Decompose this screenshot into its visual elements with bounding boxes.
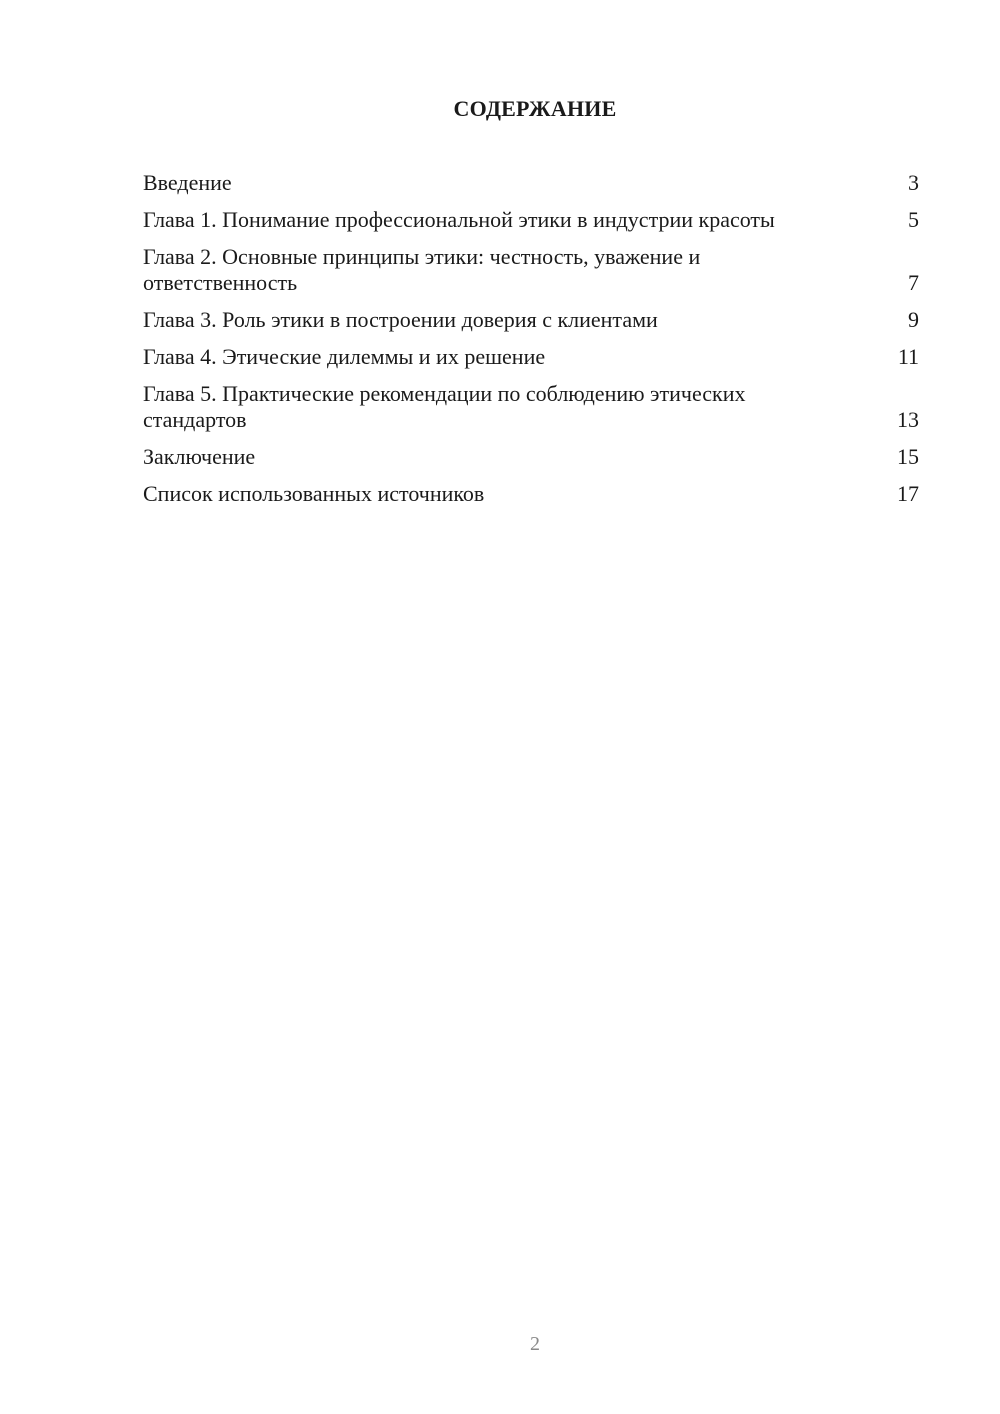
- toc-entry-text: Введение: [143, 170, 232, 195]
- toc-entry-text: Глава 5. Практические рекомендации по соблюдению этических стандартов: [143, 381, 746, 432]
- page-title: СОДЕРЖАНИЕ: [453, 96, 617, 121]
- toc-entry-conclusion: [143, 444, 919, 470]
- toc-entry-chapter-2: [143, 244, 919, 296]
- toc-entry-chapter-3: [143, 307, 919, 333]
- table-of-contents: [143, 170, 919, 518]
- toc-entry-page: 11: [897, 344, 919, 369]
- toc-entry-page: 13: [897, 407, 919, 432]
- toc-entry-text: Глава 1. Понимание профессиональной этики в индустрии красоты: [143, 207, 775, 232]
- toc-entry-references: [143, 481, 919, 507]
- toc-entry-chapter-1: [143, 207, 919, 233]
- toc-entry-text: Глава 2. Основные принципы этики: честность, уважение и ответственность: [143, 244, 701, 295]
- toc-entry-page: 5: [908, 207, 919, 232]
- toc-entry-introduction: [143, 170, 919, 196]
- toc-entry-text: Заключение: [143, 444, 256, 469]
- toc-entry-page: 3: [908, 170, 919, 195]
- page-number: 2: [530, 1333, 540, 1355]
- toc-entry-page: 15: [897, 444, 919, 469]
- toc-entry-text: Глава 3. Роль этики в построении доверия с клиентами: [143, 307, 658, 332]
- toc-entry-chapter-5: [143, 381, 919, 433]
- toc-entry-text: Список использованных источников: [143, 481, 485, 506]
- toc-entry-chapter-4: [143, 344, 919, 370]
- toc-entry-page: 7: [908, 270, 919, 295]
- toc-entry-page: 9: [908, 307, 919, 332]
- toc-entry-page: 17: [897, 481, 919, 506]
- toc-entry-text: Глава 4. Этические дилеммы и их решение: [143, 344, 546, 369]
